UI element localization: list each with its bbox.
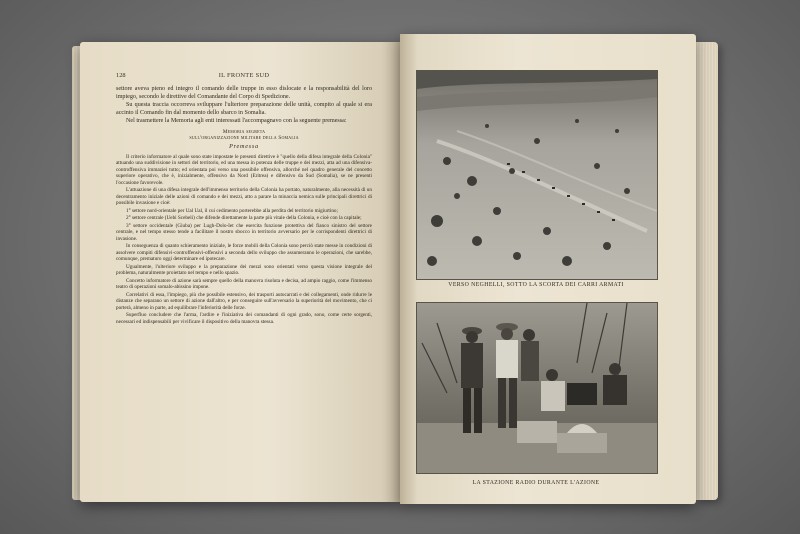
memo-subtitle: sull'organizzazione militare della Somalia: [189, 135, 299, 142]
right-page: [400, 34, 696, 504]
memo-paragraph: 1° settore nord-orientale per Ual Ual, il cui cedimento porterebbe alla perdita del territorio migiurtino;: [126, 207, 338, 214]
memo-title: Memoria segreta: [222, 128, 266, 135]
left-text-block: [116, 86, 372, 326]
right-page-edge: [696, 42, 718, 500]
left-page: [80, 42, 400, 502]
memo-paragraph: 2° settore centrale (Uebi Scebeli) che difende direttamente la parte più vitale della Colonia, e cioè con la capitale;: [126, 215, 362, 222]
page-number: 128: [116, 72, 126, 79]
radio-station-photo: [416, 302, 658, 474]
memo-paragraph: Concetto informatore di azione sarà sempre quello della manovra risoluta e decisa, ad ampio raggio, come l'immenso teatro di operazioni somalo-abissino impone.: [116, 277, 372, 291]
memo-paragraph: L'attuazione di una difesa integrale dell'immenso territorio della Colonia ha portato, naturalmente, alla necessità di un decentramento iniziale delle azioni di comando e dei mezzi, atto a parare la minaccia nemica sulle principali direttrici di possibile invasione e cioè:: [116, 187, 372, 207]
memo-paragraph: Il criterio informatore al quale sono state impostate le presenti direttive è "quello della difesa integrale della Colonia" attuando una suddivisione in settori del territorio, ed una messa in potenza delle truppe e dei mezzi, atta ad una difensiva-controffensiva immaziei tutto; ed orientata poi verso una possibile offensiva, allorché nel quadro generale del concetto superiore operativo, che è, inizialmente, offensivo da Nord (Eritrea) e difensivo da Sud (Somalia), se ne presenti l'occasione favorevole.: [116, 153, 372, 186]
memo-paragraph: 3° settore occidentale (Giuba) per Lugh-Dolo-Iet che esercita funzione protettiva del fianco sinistro del settore centrale, e nel tempo stesso tende a facilitare il nostro sbocco in territorio avversario per le corrispondenti direttrici di invasione.: [116, 222, 372, 242]
memo-paragraph: Superfluo concludere che l'arma, l'ardire e l'iniziativa dei comandanti di ogni grado, sono, come certe sorgenti, necessari ed indispensabili per vivificare il dispositivo della manovra stessa.: [116, 312, 372, 325]
memo-paragraph: Correlativi di essa, l'impiego, più che possibile estensivo, dei trasporti autocarrati e dei collegamenti, onde ridurre le distanze che separano un settore di azione dall'altro, e per conseguire sull'avversario la superiorità del movimento, che ci porterà, almeno in parte, ad equilibrare l'inferiorità delle forze.: [116, 291, 372, 311]
memo-paragraph: In conseguenza di quanto schieramento iniziale, le forze mobili della Colonia sono perciò state messe in condizioni di assolvere compiti difensivi-controffensivi-offensivi a seconda dello sviluppo che assumeranno le operazioni, che sarebbe, comunque, prematuro oggi determinare ed ipotecare.: [116, 243, 372, 263]
caption-top: VERSO NEGHELLI, SOTTO LA SCORTA DEI CARRI ARMATI: [448, 282, 624, 288]
caption-bottom: LA STAZIONE RADIO DURANTE L'AZIONE: [472, 480, 600, 486]
paragraph: Su questa traccia occorreva sviluppare l'ulteriore preparazione delle unità, compito al quale si era accinto il Comando fin dal momento dello sbarco in Somalia.: [116, 102, 372, 116]
paragraph: Nel trasmettere la Memoria agli enti interessati l'accompagnavo con la seguente premessa:: [126, 118, 347, 125]
running-head: IL FRONTE SUD: [218, 72, 270, 79]
aerial-photo: [416, 70, 658, 280]
premessa-heading: Premessa: [229, 143, 259, 150]
paragraph: settore aveva pieno ed integro il comando delle truppe in esso dislocate e la responsabilità del loro impiego, secondo le direttive del Comandante del Corpo di Spedizione.: [116, 86, 372, 100]
memo-paragraph: Ugualmente, l'ulteriore sviluppo e la preparazione dei mezzi sono orientati verso questa visione integrale del problema, naturalmente proiettato nel tempo e nello spazio.: [116, 263, 372, 277]
